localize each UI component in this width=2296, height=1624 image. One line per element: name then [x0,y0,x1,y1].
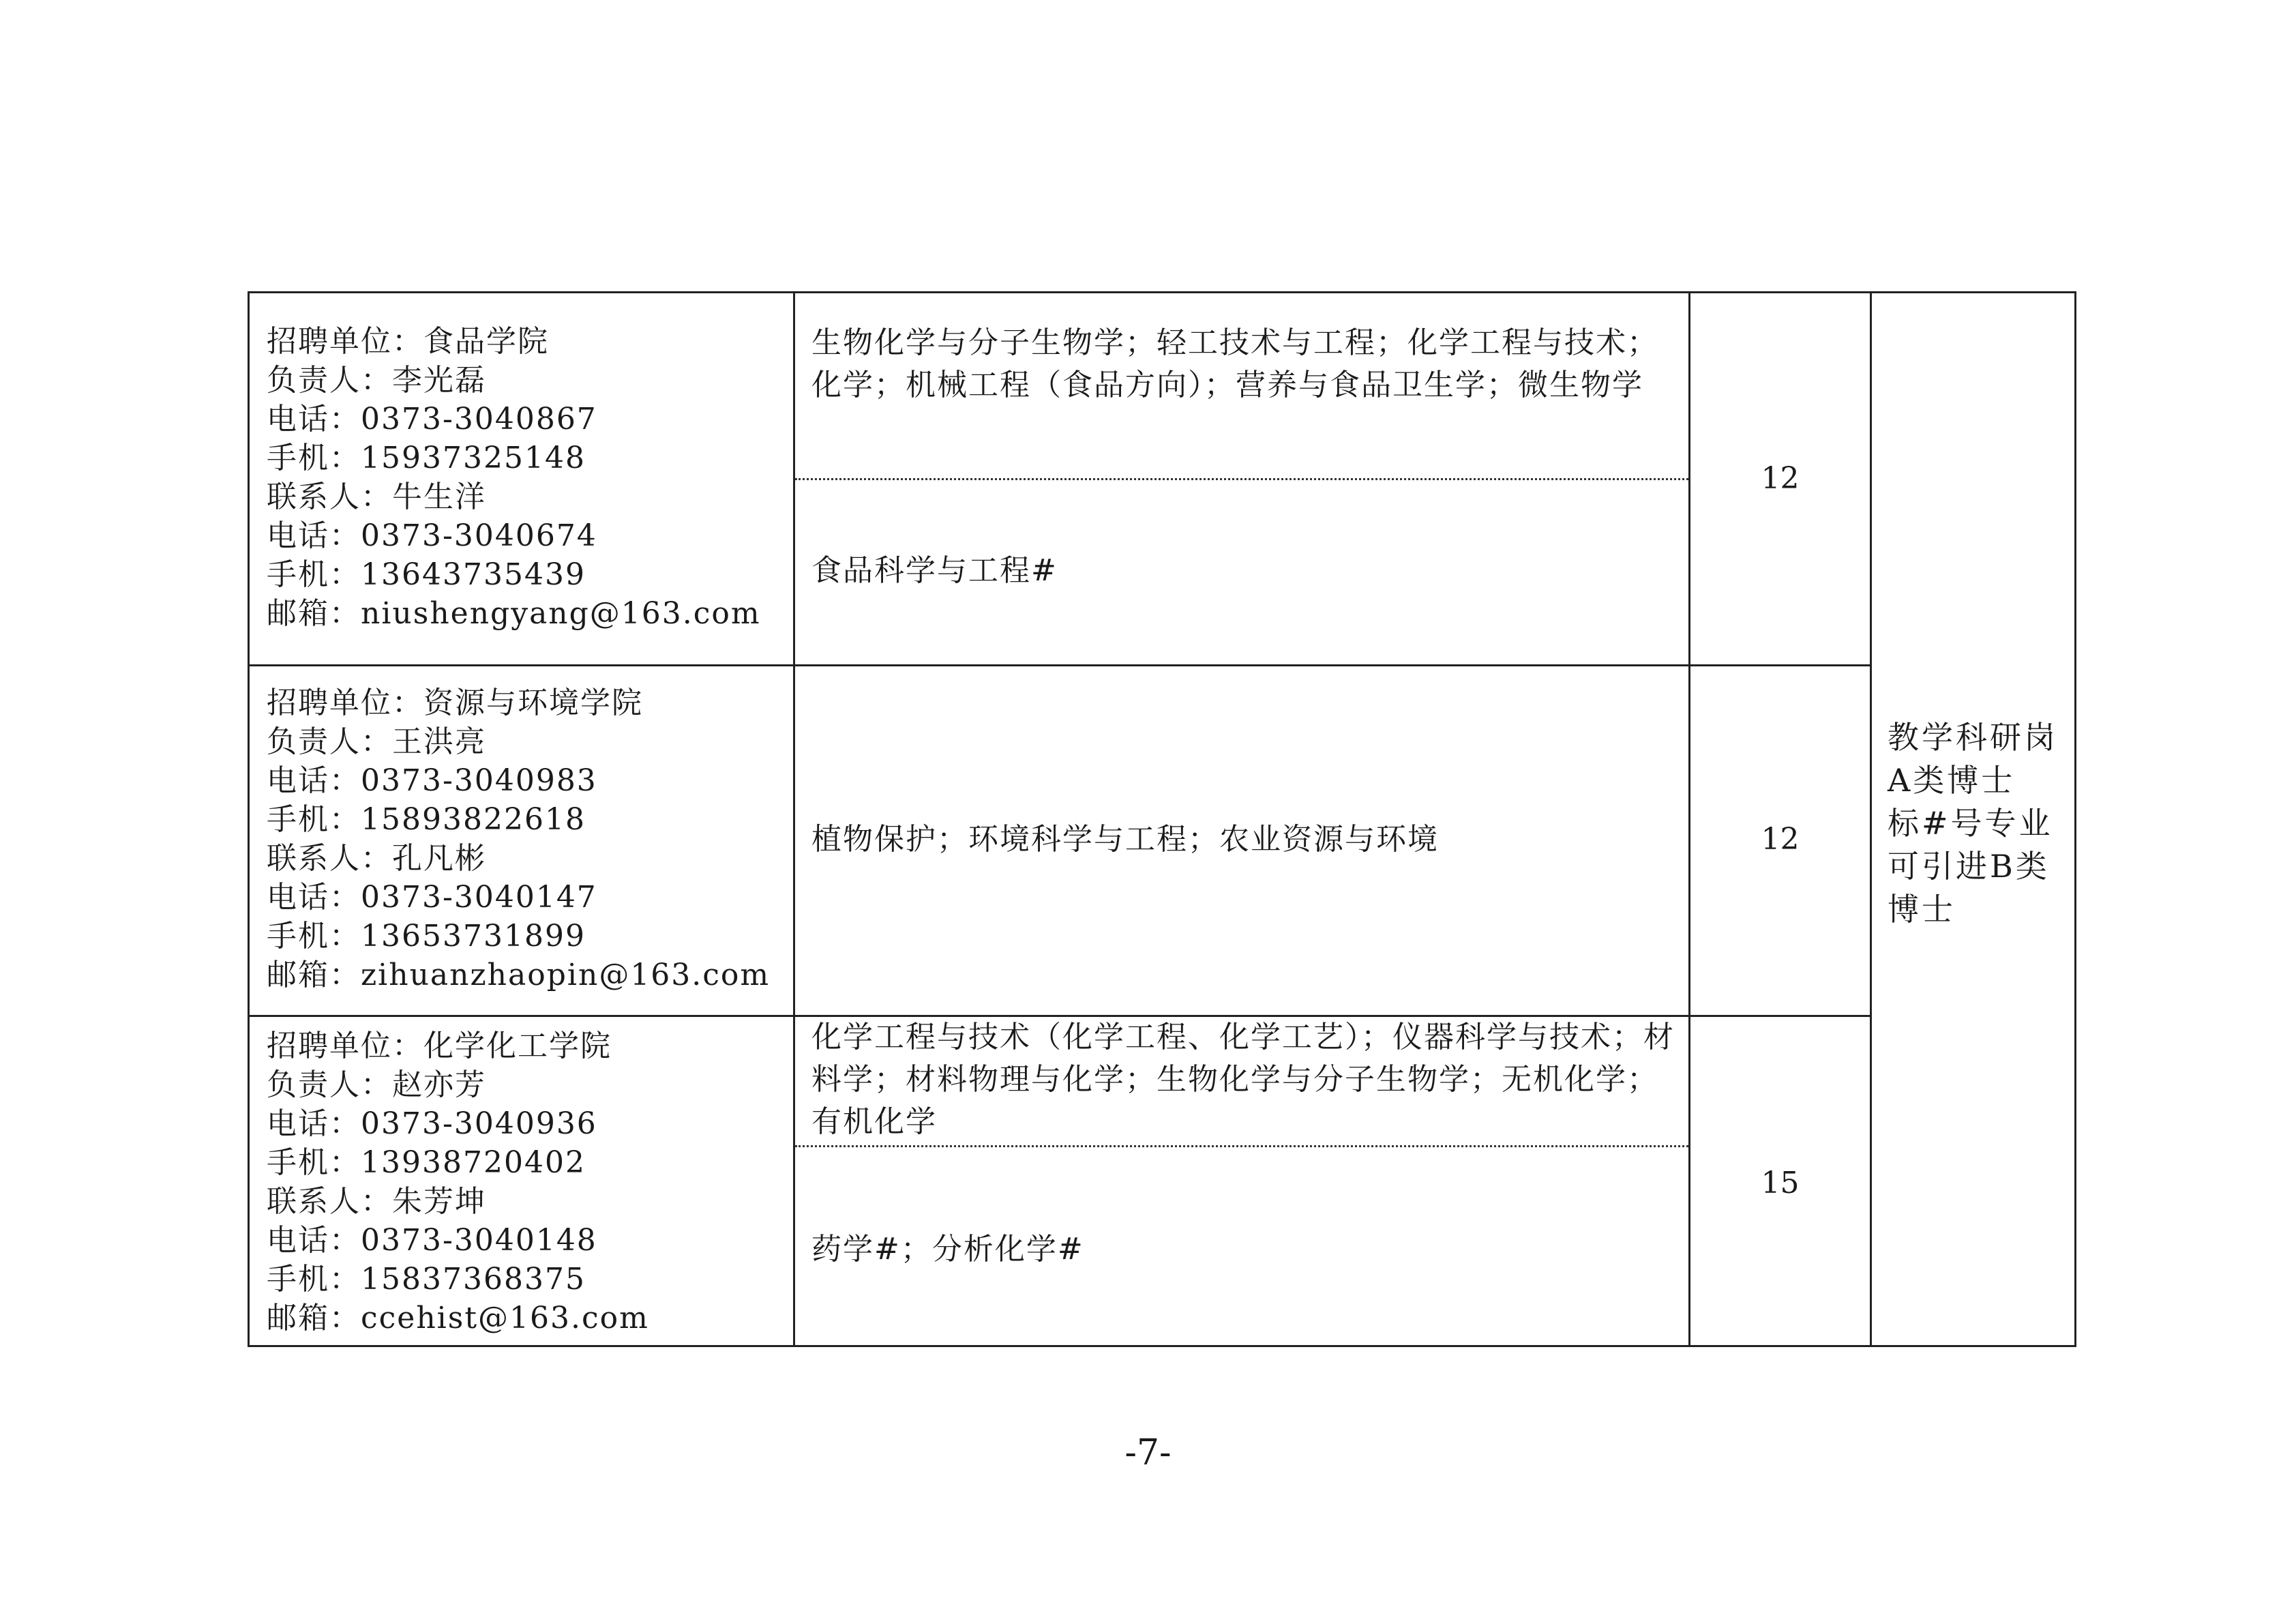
unit-line: 招聘单位：资源与环境学院 [267,685,643,720]
unit-contact-cell [267,1027,649,1338]
headcount: 12 [1761,461,1800,496]
post-type-cell [1888,716,2066,931]
unit-line: 手机：13653731899 [267,919,586,954]
majors-subdivider [795,478,1688,480]
unit-contact-cell [267,322,761,633]
post-line: 博士 [1888,891,1956,928]
majors-cell-marked: 药学#；分析化学# [811,1232,1084,1267]
unit-line: 电话：0373-3040674 [267,518,597,553]
unit-line: 手机：15893822618 [267,802,586,837]
post-line: 教学科研岗 [1888,719,2058,756]
column-divider [1870,293,1872,1345]
unit-line: 联系人：牛生洋 [267,479,486,514]
page-number: -7- [1124,1432,1172,1473]
unit-line: 电话：0373-3040936 [267,1106,597,1141]
unit-line: 负责人：王洪亮 [267,724,486,759]
row-divider [250,664,1870,666]
majors-cell: 化学工程与技术（化学工程、化学工艺）；仪器科学与技术；材料学；材料物理与化学；生物化学与分子生物学；无机化学；有机化学 [811,1020,1675,1139]
majors-cell: 生物化学与分子生物学；轻工技术与工程；化学工程与技术；化学；机械工程（食品方向）；营养与食品卫生学；微生物学 [811,325,1658,402]
unit-line: 邮箱：ccehist@163.com [267,1301,649,1335]
unit-line: 手机：15937325148 [267,441,586,475]
majors-subdivider [795,1145,1688,1147]
recruitment-table [248,291,2076,1347]
unit-line: 招聘单位：食品学院 [267,324,549,359]
unit-line: 手机：13643735439 [267,557,586,592]
unit-line: 联系人：孔凡彬 [267,841,486,876]
unit-line: 电话：0373-3040148 [267,1223,597,1258]
unit-line: 负责人：李光磊 [267,363,486,398]
unit-line: 电话：0373-3040147 [267,880,597,915]
column-divider [793,293,795,1345]
unit-line: 负责人：赵亦芳 [267,1067,486,1102]
unit-line: 招聘单位：化学化工学院 [267,1029,612,1063]
unit-line: 邮箱：niushengyang@163.com [267,596,761,631]
majors-cell-marked: 食品科学与工程# [811,553,1058,588]
unit-contact-cell [267,683,770,994]
post-line: A类博士 [1888,762,2016,799]
unit-line: 手机：13938720402 [267,1145,586,1180]
headcount: 15 [1761,1166,1800,1200]
majors-cell: 植物保护；环境科学与工程；农业资源与环境 [811,822,1439,857]
headcount: 12 [1761,822,1800,857]
unit-line: 邮箱：zihuanzhaopin@163.com [267,958,771,992]
post-line: 标#号专业 [1888,805,2053,842]
unit-line: 联系人：朱芳坤 [267,1184,486,1219]
unit-line: 手机：15837368375 [267,1262,586,1297]
unit-line: 电话：0373-3040867 [267,402,597,437]
post-line: 可引进B类 [1888,848,2050,885]
unit-line: 电话：0373-3040983 [267,763,597,798]
